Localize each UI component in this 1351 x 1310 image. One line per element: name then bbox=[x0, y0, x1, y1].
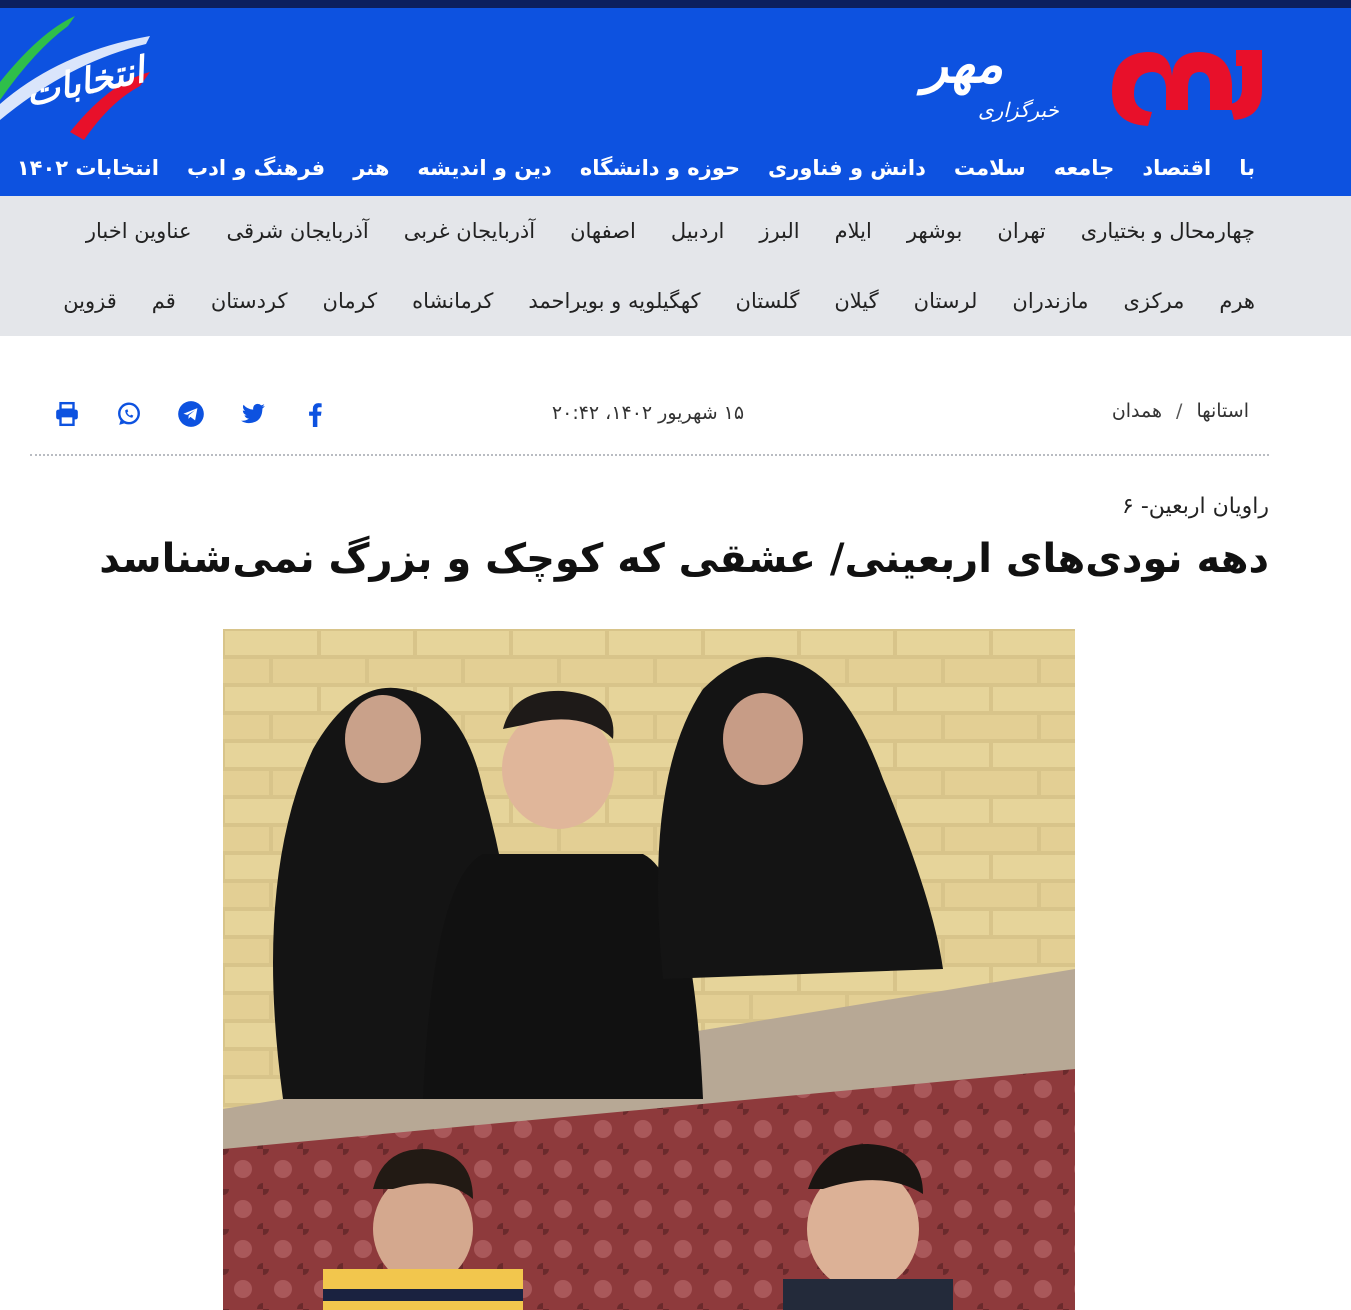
logo-title: مهر bbox=[922, 34, 1004, 95]
province-item[interactable]: بوشهر bbox=[906, 219, 963, 243]
province-item[interactable]: آذربایجان غربی bbox=[403, 219, 536, 243]
province-item[interactable]: هرم bbox=[1219, 289, 1255, 313]
province-row-2 bbox=[28, 276, 1255, 326]
breadcrumb-section[interactable]: استانها bbox=[1196, 400, 1249, 422]
site-header bbox=[0, 8, 1351, 196]
print-icon[interactable] bbox=[48, 395, 86, 433]
province-item[interactable]: مرکزی bbox=[1123, 289, 1185, 313]
province-item[interactable]: تهران bbox=[997, 219, 1046, 243]
province-item[interactable]: گلستان bbox=[735, 289, 800, 313]
province-item[interactable]: کرمان bbox=[322, 289, 378, 313]
province-item[interactable]: قم bbox=[151, 289, 176, 313]
whatsapp-icon[interactable] bbox=[110, 395, 148, 433]
election-badge-label: انتخابات bbox=[22, 49, 148, 116]
nav-seminary-university[interactable]: حوزه و دانشگاه bbox=[579, 156, 741, 180]
province-item[interactable]: البرز bbox=[759, 219, 800, 243]
province-item[interactable]: اصفهان bbox=[570, 219, 636, 243]
province-item[interactable]: ایلام bbox=[834, 219, 872, 243]
mehr-logo-icon[interactable] bbox=[1102, 32, 1272, 128]
article-supertitle: راویان اربعین- ۶ bbox=[1122, 494, 1269, 519]
province-row-1 bbox=[51, 206, 1255, 256]
province-item[interactable]: مازندران bbox=[1012, 289, 1089, 313]
nav-more[interactable]: با bbox=[1239, 156, 1255, 180]
province-item[interactable]: چهارمحال و بختیاری bbox=[1080, 219, 1255, 243]
top-line bbox=[0, 0, 1351, 8]
breadcrumb-separator: / bbox=[1176, 400, 1183, 422]
nav-society[interactable]: جامعه bbox=[1053, 156, 1115, 180]
article-photo[interactable] bbox=[223, 629, 1075, 1310]
breadcrumb bbox=[1112, 400, 1249, 422]
breadcrumb-province[interactable]: همدان bbox=[1111, 400, 1163, 422]
logo-subtitle: خبرگزاری bbox=[978, 98, 1059, 122]
province-item[interactable]: گیلان bbox=[834, 289, 879, 313]
nav-religion[interactable]: دین و اندیشه bbox=[417, 156, 552, 180]
province-item[interactable]: کهگیلویه و بویراحمد bbox=[528, 289, 701, 313]
province-item[interactable]: عناوین اخبار bbox=[85, 219, 192, 243]
election-badge[interactable] bbox=[0, 12, 180, 152]
province-item[interactable]: لرستان bbox=[913, 289, 978, 313]
nav-health[interactable]: سلامت bbox=[953, 156, 1026, 180]
nav-science-tech[interactable]: دانش و فناوری bbox=[768, 156, 926, 180]
twitter-icon[interactable] bbox=[234, 395, 272, 433]
article-photo-image bbox=[223, 629, 1075, 1310]
province-bar bbox=[0, 196, 1351, 336]
facebook-icon[interactable] bbox=[296, 395, 334, 433]
share-icons bbox=[48, 392, 358, 436]
main-nav bbox=[0, 148, 1255, 188]
nav-economy[interactable]: اقتصاد bbox=[1142, 156, 1212, 180]
article-headline: دهه نودی‌های اربعینی/ عشقی که کوچک و بزرگ نمی‌شناسد bbox=[99, 536, 1269, 582]
nav-elections[interactable]: انتخابات ۱۴۰۲ bbox=[16, 156, 159, 180]
province-item[interactable]: کرمانشاه bbox=[412, 289, 494, 313]
nav-art[interactable]: هنر bbox=[353, 156, 390, 180]
nav-culture[interactable]: فرهنگ و ادب bbox=[186, 156, 326, 180]
province-item[interactable]: قزوین bbox=[63, 289, 117, 313]
meta-divider bbox=[30, 454, 1269, 456]
logo-wordmark[interactable] bbox=[838, 12, 1088, 140]
province-item[interactable]: اردبیل bbox=[670, 219, 725, 243]
province-item[interactable]: کردستان bbox=[210, 289, 288, 313]
telegram-icon[interactable] bbox=[172, 395, 210, 433]
publish-date: ۱۵ شهریور ۱۴۰۲، ۲۰:۴۲ bbox=[551, 402, 745, 424]
province-item[interactable]: آذربایجان شرقی bbox=[226, 219, 369, 243]
